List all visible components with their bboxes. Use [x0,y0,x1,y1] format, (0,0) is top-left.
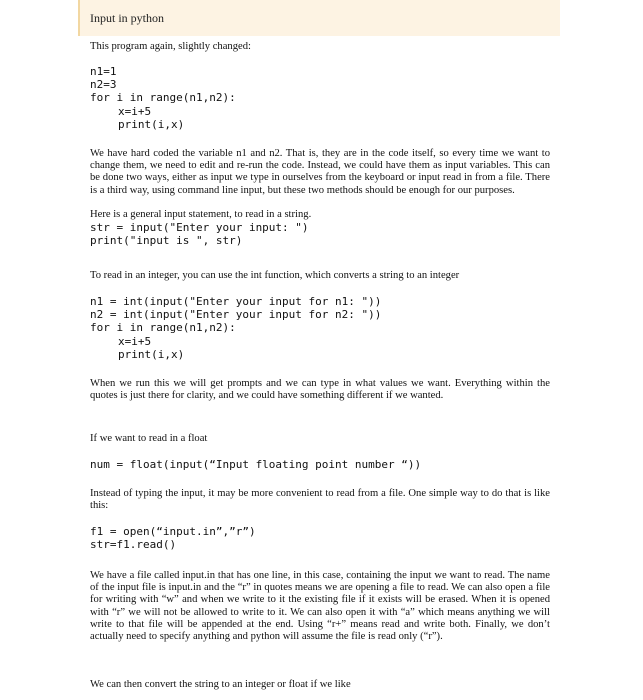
code-line: n1=1 [90,65,117,78]
code-block-loop [90,65,236,131]
convert-string-paragraph: We can then convert the string to an integer or float if we like [90,679,351,690]
hard-coded-paragraph: We have hard coded the variable n1 and n2. That is, they are in the code itself, so every time we want to change them, we need to edit and re-run the code. Instead, we could have them as input variables. This can be done two ways, either as input we type in ourselves from the keyboard or input read in from a file. There is a third way, using command line input, but these two methods should be enough for our purposes. [90,148,550,196]
code-line: n2=3 [90,78,117,92]
code-line: num = float(input(“Input floating point number “)) [90,458,422,471]
code-line: str = input("Enter your input: ") [90,221,309,234]
code-block-int-input [90,295,381,361]
code-line: for i in range(n1,n2): [90,91,236,105]
code-block-float [90,458,421,471]
code-line: x=i+5 [118,104,152,118]
intro-text: This program again, slightly changed: [90,41,251,52]
code-line: f1 = open(“input.in”,”r”) [90,525,256,538]
code-block-file-open [90,525,256,551]
prompts-paragraph: When we run this we will get prompts and we can type in what values we want. Everything within the quotes is just there for clarity, and we could have something different if we wanted. [90,378,550,402]
code-line: print(i,x) [118,117,185,131]
code-line: str=f1.read() [90,538,177,552]
code-line: n2 = int(input("Enter your input for n2: ")) [90,308,382,322]
file-read-intro: Instead of typing the input, it may be more convenient to read from a file. One simple way to do that is like this: [90,488,550,512]
code-line: x=i+5 [118,334,152,348]
string-input-intro: Here is a general input statement, to read in a string. [90,209,312,220]
code-line: print("input is ", str) [90,234,243,248]
code-block-string-input [90,221,309,247]
code-line: n1 = int(input("Enter your input for n1: ")) [90,295,382,308]
code-line: print(i,x) [118,347,185,361]
file-modes-paragraph: We have a file called input.in that has one line, in this case, containing the input we want to read. The name of the input file is input.in and the “r” in quotes means we are opening a file to read. We can also open a file for writing with “w” and when we write to it the existing file if it exists will be erased. When it is opened with “r” we will not be allowed to write to it. We can also open it with “a” which means anything we will write to that file will be appended at the end. Using “r+” means read and write both. Finally, we don’t actually need to specify anything and python will assume the file is read only (“r”). [90,570,550,643]
code-line: for i in range(n1,n2): [90,321,236,335]
int-function-paragraph: To read in an integer, you can use the int function, which converts a string to an integer [90,270,460,281]
float-intro: If we want to read in a float [90,433,208,444]
page-title: Input in python [90,11,164,25]
